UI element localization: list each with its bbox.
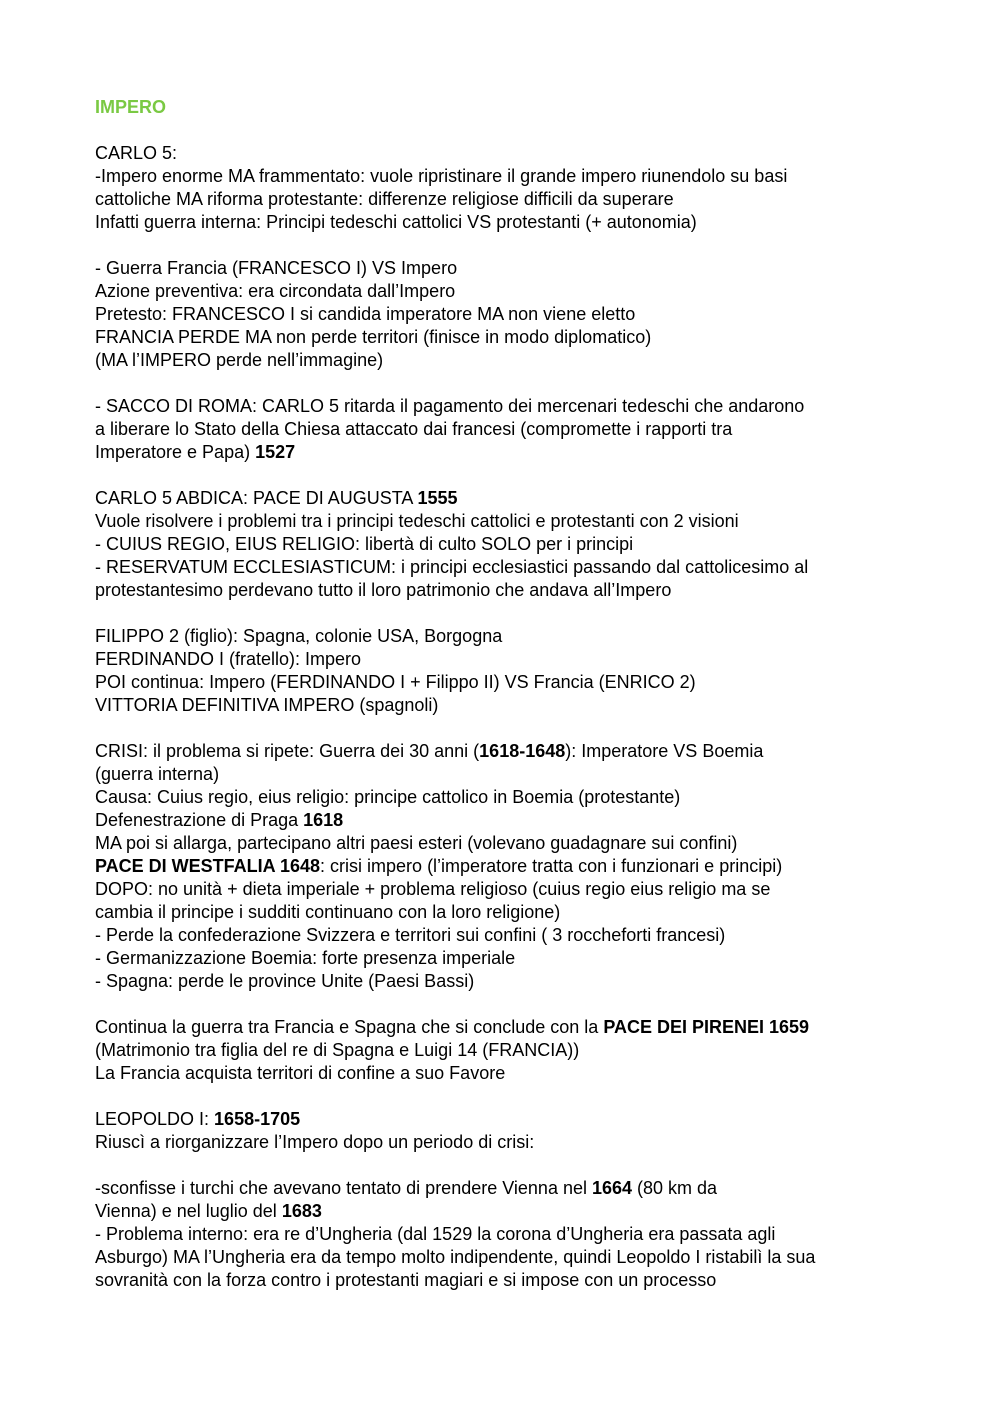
text-segment: CARLO 5: — [95, 143, 178, 163]
text-line — [95, 809, 910, 832]
bold-text-segment: 1664 — [591, 1178, 633, 1198]
text-segment: VITTORIA DEFINITIVA IMPERO (spagnoli) — [95, 695, 439, 715]
text-segment: FERDINANDO I (fratello): Impero — [95, 649, 362, 669]
paragraph-spacer — [95, 234, 910, 257]
text-line — [95, 1131, 910, 1154]
text-segment: Vuole risolvere i problemi tra i principi tedeschi cattolici e protestanti con 2 visioni — [95, 511, 739, 531]
text-segment: - Problema interno: era re d’Ungheria (dal 1529 la corona d’Ungheria era passata agli — [95, 1224, 776, 1244]
text-segment: -sconfisse i turchi che avevano tentato di prendere Vienna nel — [95, 1178, 592, 1198]
text-line — [95, 257, 910, 280]
text-segment: cambia il principe i sudditi continuano con la loro religione) — [95, 902, 561, 922]
text-line — [95, 441, 910, 464]
text-line — [95, 303, 910, 326]
bold-text-segment: 1527 — [255, 442, 296, 462]
text-segment: MA poi si allarga, partecipano altri paesi esteri (volevano guadagnare sui confini) — [95, 833, 738, 853]
text-line — [95, 579, 910, 602]
section-heading: IMPERO — [95, 97, 167, 117]
text-line — [95, 1177, 910, 1200]
text-line — [95, 280, 910, 303]
text-segment: Azione preventiva: era circondata dall’Impero — [95, 281, 456, 301]
text-line — [95, 510, 910, 533]
paragraph-spacer — [95, 464, 910, 487]
text-line — [95, 924, 910, 947]
text-segment: Asburgo) MA l’Ungheria era da tempo molto indipendente, quindi Leopoldo I ristabilì la sua — [95, 1247, 816, 1267]
text-segment: - Germanizzazione Boemia: forte presenza imperiale — [95, 948, 516, 968]
text-segment: Imperatore e Papa) — [95, 442, 256, 462]
text-segment: Riuscì a riorganizzare l’Impero dopo un periodo di crisi: — [95, 1132, 535, 1152]
paragraph-spacer — [95, 119, 910, 142]
text-line — [95, 418, 910, 441]
bold-text-segment: 1658-1705 — [214, 1109, 301, 1129]
text-line — [95, 648, 910, 671]
text-line — [95, 763, 910, 786]
text-segment: (Matrimonio tra figlia del re di Spagna e Luigi 14 (FRANCIA)) — [95, 1040, 580, 1060]
text-segment: Continua la guerra tra Francia e Spagna che si conclude con la — [95, 1017, 604, 1037]
text-line — [95, 533, 910, 556]
bold-text-segment: 1683 — [281, 1201, 322, 1221]
text-line — [95, 326, 910, 349]
text-line — [95, 165, 910, 188]
text-segment: POI continua: Impero (FERDINANDO I + Filippo II) VS Francia (ENRICO 2) — [95, 672, 696, 692]
text-line — [95, 832, 910, 855]
text-segment: DOPO: no unità + dieta imperiale + problema religioso (cuius regio eius religio ma se — [95, 879, 771, 899]
text-segment: -Impero enorme MA frammentato: vuole ripristinare il grande impero riunendolo su basi — [95, 166, 788, 186]
text-line — [95, 625, 910, 648]
text-segment: - SACCO DI ROMA: CARLO 5 ritarda il pagamento dei mercenari tedeschi che andarono — [95, 396, 805, 416]
text-line — [95, 947, 910, 970]
text-segment: CARLO 5 ABDICA: PACE DI AUGUSTA — [95, 488, 418, 508]
text-line — [95, 855, 910, 878]
text-segment: a liberare lo Stato della Chiesa attaccato dai francesi (compromette i rapporti tra — [95, 419, 733, 439]
text-segment: - CUIUS REGIO, EIUS RELIGIO: libertà di culto SOLO per i principi — [95, 534, 634, 554]
text-segment: Defenestrazione di Praga — [95, 810, 304, 830]
paragraph-spacer — [95, 1085, 910, 1108]
text-segment: CRISI: il problema si ripete: Guerra dei 30 anni ( — [95, 741, 480, 761]
text-segment: LEOPOLDO I: — [95, 1109, 215, 1129]
text-segment: (guerra interna) — [95, 764, 220, 784]
text-line — [95, 188, 910, 211]
text-line — [95, 1039, 910, 1062]
text-segment: ): Imperatore VS Boemia — [565, 741, 764, 761]
text-line — [95, 1016, 910, 1039]
bold-text-segment: 1618-1648 — [479, 741, 566, 761]
text-segment: cattoliche MA riforma protestante: differenze religiose difficili da superare — [95, 189, 674, 209]
paragraph-spacer — [95, 602, 910, 625]
text-segment: - RESERVATUM ECCLESIASTICUM: i principi ecclesiastici passando dal cattolicesimo al — [95, 557, 809, 577]
text-segment: Causa: Cuius regio, eius religio: principe cattolico in Boemia (protestante) — [95, 787, 681, 807]
bold-text-segment: 1618 — [303, 810, 344, 830]
text-segment: Infatti guerra interna: Principi tedeschi cattolici VS protestanti (+ autonomia) — [95, 212, 697, 232]
text-segment: FRANCIA PERDE MA non perde territori (finisce in modo diplomatico) — [95, 327, 652, 347]
text-line — [95, 142, 910, 165]
text-line — [95, 1269, 910, 1292]
paragraph-spacer — [95, 1154, 910, 1177]
bold-text-segment: 1555 — [417, 488, 458, 508]
text-segment: - Spagna: perde le province Unite (Paesi Bassi) — [95, 971, 475, 991]
text-segment: sovranità con la forza contro i protestanti magiari e si impose con un processo — [95, 1270, 717, 1290]
text-line — [95, 901, 910, 924]
text-segment: (80 km da — [632, 1178, 718, 1198]
text-segment: FILIPPO 2 (figlio): Spagna, colonie USA, Borgogna — [95, 626, 503, 646]
paragraph-spacer — [95, 993, 910, 1016]
text-segment: La Francia acquista territori di confine a suo Favore — [95, 1063, 506, 1083]
text-line — [95, 740, 910, 763]
text-line — [95, 395, 910, 418]
text-segment: : crisi impero (l’imperatore tratta con i funzionari e principi) — [320, 856, 783, 876]
text-line — [95, 1223, 910, 1246]
paragraph-spacer — [95, 372, 910, 395]
text-line — [95, 878, 910, 901]
bold-text-segment: PACE DI WESTFALIA 1648 — [95, 856, 321, 876]
bold-text-segment: PACE DEI PIRENEI 1659 — [603, 1017, 810, 1037]
text-line — [95, 349, 910, 372]
text-line — [95, 211, 910, 234]
text-line — [95, 786, 910, 809]
document-body — [95, 119, 910, 1292]
text-segment: (MA l’IMPERO perde nell’immagine) — [95, 350, 384, 370]
text-segment: - Perde la confederazione Svizzera e territori sui confini ( 3 roccheforti francesi) — [95, 925, 726, 945]
text-line — [95, 1200, 910, 1223]
text-segment: - Guerra Francia (FRANCESCO I) VS Impero — [95, 258, 458, 278]
text-line — [95, 970, 910, 993]
text-line — [95, 1062, 910, 1085]
text-line — [95, 671, 910, 694]
text-line — [95, 694, 910, 717]
paragraph-spacer — [95, 717, 910, 740]
text-segment: Vienna) e nel luglio del — [95, 1201, 282, 1221]
text-segment: protestantesimo perdevano tutto il loro patrimonio che andava all’Impero — [95, 580, 672, 600]
text-line — [95, 556, 910, 579]
text-line — [95, 487, 910, 510]
text-line — [95, 1108, 910, 1131]
text-segment: Pretesto: FRANCESCO I si candida imperatore MA non viene eletto — [95, 304, 636, 324]
text-line — [95, 1246, 910, 1269]
